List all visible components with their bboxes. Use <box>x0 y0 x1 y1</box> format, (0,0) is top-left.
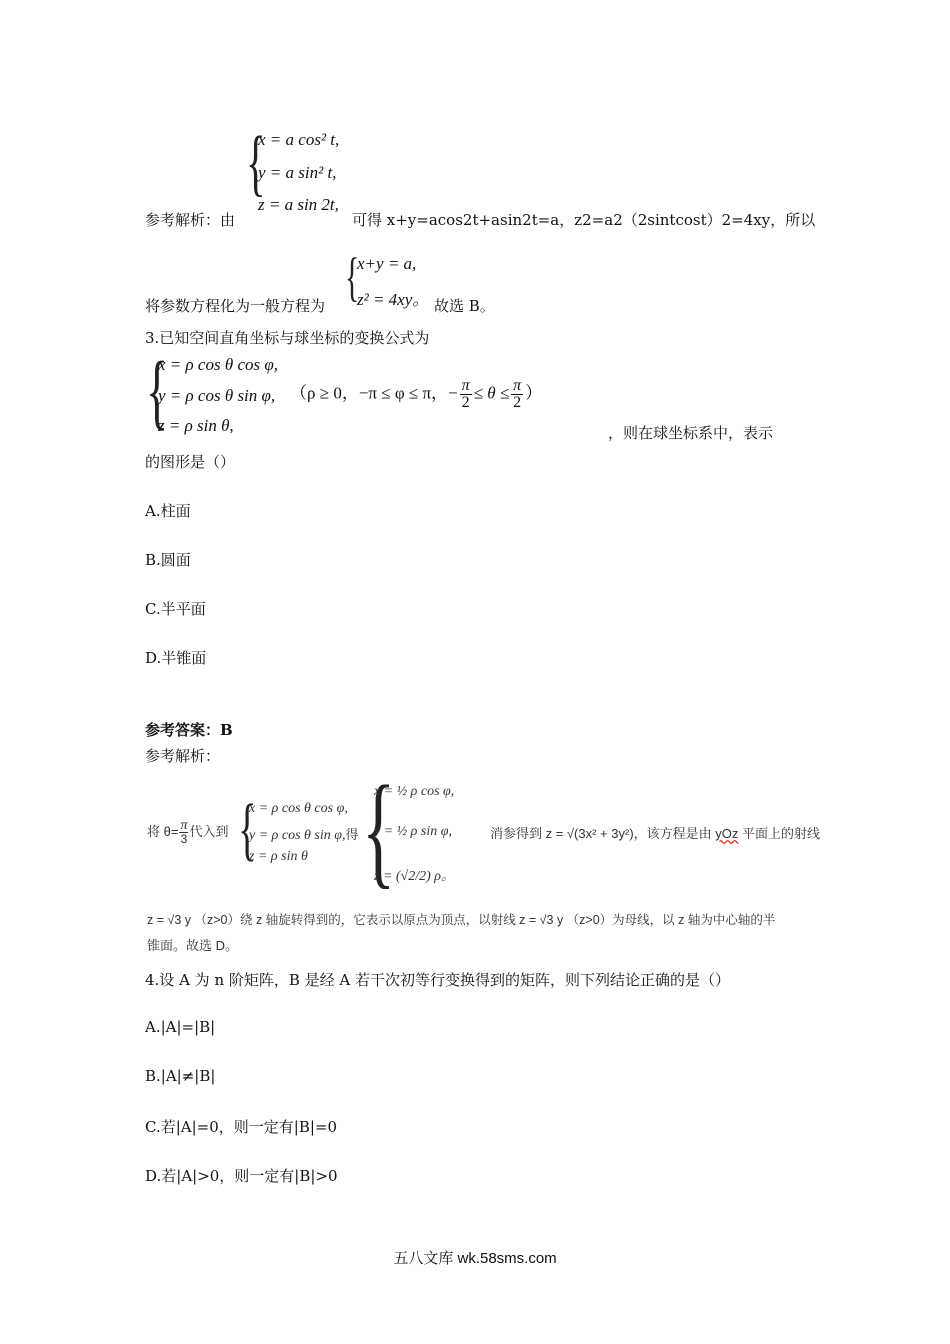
condition-text: （ρ ≥ 0，−π ≤ φ ≤ π，− <box>290 383 458 403</box>
system-brace: { <box>238 791 257 868</box>
option-a: A.柱面 <box>145 502 191 520</box>
question-stem: 3.已知空间直角坐标与球坐标的变换公式为 <box>145 329 430 347</box>
analysis-text: yOz <box>715 826 739 841</box>
option-b: B.圆面 <box>145 551 191 569</box>
option-b: B.|A|≠|B| <box>145 1067 216 1085</box>
fraction-numerator: π <box>180 818 188 833</box>
footer-watermark: 五八文库 wk.58sms.com <box>393 1250 557 1267</box>
analysis-text: 锥面。故选 D。 <box>147 938 239 953</box>
equation-text: y = ρ cos θ sin φ, <box>249 828 346 843</box>
equation <box>249 848 308 865</box>
equation <box>374 783 454 800</box>
fraction-denominator: 2 <box>513 394 522 411</box>
equation <box>374 865 455 885</box>
analysis-text: 代入到 <box>189 823 229 839</box>
equation <box>374 823 452 840</box>
analysis-conclusion: 故选 B。 <box>434 297 495 315</box>
analysis-label: 参考解析： <box>145 747 221 765</box>
analysis-text: 消参得到 z = √(3x² + 3y²)，该方程是由 <box>490 826 712 841</box>
equation-text: z = (√2/2) ρ。 <box>374 869 456 884</box>
equation-text: x = ½ ρ cos φ, <box>374 784 455 799</box>
equation: x = a cos² t, <box>258 130 340 149</box>
option-d: D.半锥面 <box>145 649 207 667</box>
option-d: D.若|A|>0，则一定有|B|>0 <box>145 1167 338 1185</box>
equation: y = ρ cos θ sin φ, <box>158 386 276 405</box>
question-text: ，则在球坐标系中，表示 <box>608 424 774 442</box>
analysis-text: z = √3 y （z>0）绕 z 轴旋转得到的，它表示以原点为顶点，以射线 z = √3 y （z>0）为母线，以 z 轴为中心轴的半 <box>147 913 776 927</box>
analysis-text: 得 <box>345 827 359 842</box>
system-brace: { <box>345 247 360 307</box>
equation <box>249 800 348 817</box>
reference-answer: 参考答案：B <box>145 721 233 739</box>
system-brace: { <box>362 761 396 900</box>
question-stem: 4.设 A 为 n 阶矩阵，B 是经 A 若干次初等行变换得到的矩阵，则下列结论正确的是（） <box>145 971 731 989</box>
fraction <box>460 378 472 411</box>
condition-text: ） <box>525 383 543 403</box>
question-text: 的图形是（） <box>145 453 236 471</box>
equation: z² = 4xy。 <box>357 290 430 309</box>
system-brace: { <box>246 122 266 204</box>
analysis-text: 平面上的射线 <box>742 826 821 841</box>
option-a: A.|A|=|B| <box>145 1018 216 1036</box>
option-c: C.半平面 <box>145 600 206 618</box>
equation-text: y = ½ ρ sin φ, <box>374 824 452 839</box>
analysis-text: 可得 x+y=acos2t+asin2t=a，z2=a2（2sintcost）2=4xy，所以 <box>352 211 816 229</box>
equation-text: z = ρ sin θ <box>249 849 308 864</box>
fraction-numerator: π <box>461 377 470 394</box>
equation: x+y = a, <box>357 254 417 273</box>
equation: x = ρ cos θ cos φ, <box>158 355 279 374</box>
equation-text: x = ρ cos θ cos φ, <box>249 801 348 816</box>
equation: z = ρ sin θ, <box>158 416 234 435</box>
analysis-text: 将 θ= <box>147 823 179 839</box>
fraction <box>511 378 523 411</box>
analysis-label: 参考解析：由 <box>145 211 236 229</box>
equation: z = a sin 2t, <box>258 195 339 214</box>
analysis-formula <box>147 819 228 846</box>
fraction-numerator: π <box>513 377 522 394</box>
analysis-text <box>490 823 820 842</box>
option-c: C.若|A|=0，则一定有|B|=0 <box>145 1118 338 1136</box>
analysis-text: 将参数方程化为一般方程为 <box>145 297 326 315</box>
equation: y = a sin² t, <box>258 163 337 182</box>
condition-text: ≤ θ ≤ <box>473 383 510 403</box>
fraction-denominator: 2 <box>461 394 470 411</box>
system-brace: { <box>146 345 169 438</box>
equation <box>249 824 359 844</box>
fraction-denominator: 3 <box>180 832 188 846</box>
condition <box>290 378 542 411</box>
fraction <box>179 819 188 846</box>
